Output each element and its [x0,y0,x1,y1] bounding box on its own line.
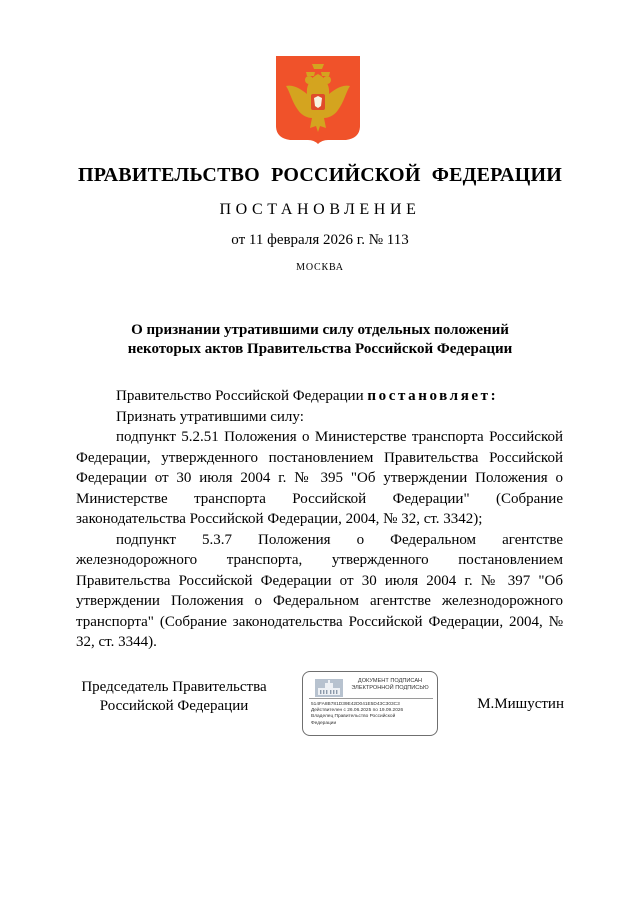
document-date-number: от 11 февраля 2026 г. № 113 [231,232,409,248]
government-building-icon [315,679,343,697]
stamp-divider [309,698,433,699]
stamp-title-line-1: ДОКУМЕНТ ПОДПИСАН [357,678,423,684]
signer-position-line-1: Председатель Правительства [81,679,267,695]
signer-position [76,678,272,716]
resolution-text: Правительство Российской Федерации [116,388,368,404]
double-headed-eagle-icon [276,56,360,144]
resolution-paragraph [76,386,563,407]
document-type: ПОСТАНОВЛЕНИЕ [219,201,421,218]
heading-line-2: некоторых актов Правительства Российской Федерации [127,341,513,357]
certificate-validity: Действителен с 26.06.2025 по 19.09.2026 [311,708,404,714]
signer-name: М.Мишустин [477,696,564,712]
document-body [76,386,563,653]
stamp-certificate-info [311,702,435,727]
certificate-owner-line-1: Владелец Правительство Российской [311,714,396,720]
city-name: МОСКВА [296,262,344,273]
coat-of-arms-emblem [276,56,360,144]
certificate-serial: 514FA8B781D39E42D041E5D43C303C3 [311,702,400,707]
document-heading [60,321,580,359]
signer-position-line-2: Российской Федерации [99,698,249,714]
clause-paragraph-1: подпункт 5.2.51 Положения о Министерстве транспорта Российской Федерации, утвержденного постановлением Правительства Российской Федерации от 30 июля 2004 г. № 395 "Об утверждении Положения о Министерстве транспорта Российской Федерации" (Собрание законодательства Российской Федерации, 2004, № 32, ст. 3342); [76,429,563,527]
clause-paragraph-2: подпункт 5.3.7 Положения о Федеральном агентстве железнодорожного транспорта, утвержденного постановлением Правительства Российской Федерации от 30 июля 2004 г. № 397 "Об утверждении Положения о Федеральном агентстве железнодорожного транспорта" (Собрание законодательства Российской Федерации, 2004, № 32, ст. 3344). [76,531,563,650]
resolution-keyword: постановляет: [367,388,499,404]
electronic-signature-stamp [302,671,438,736]
stamp-title-line-2: ЭЛЕКТРОННОЙ ПОДПИСЬЮ [351,685,429,691]
stamp-title [343,678,437,692]
certificate-owner-line-2: Федерации [311,720,337,726]
government-title: ПРАВИТЕЛЬСТВО РОССИЙСКОЙ ФЕДЕРАЦИИ [78,164,562,186]
repeal-intro-paragraph: Признать утратившими силу: [116,408,304,425]
heading-line-1: О признании утратившими силу отдельных положений [131,322,509,338]
